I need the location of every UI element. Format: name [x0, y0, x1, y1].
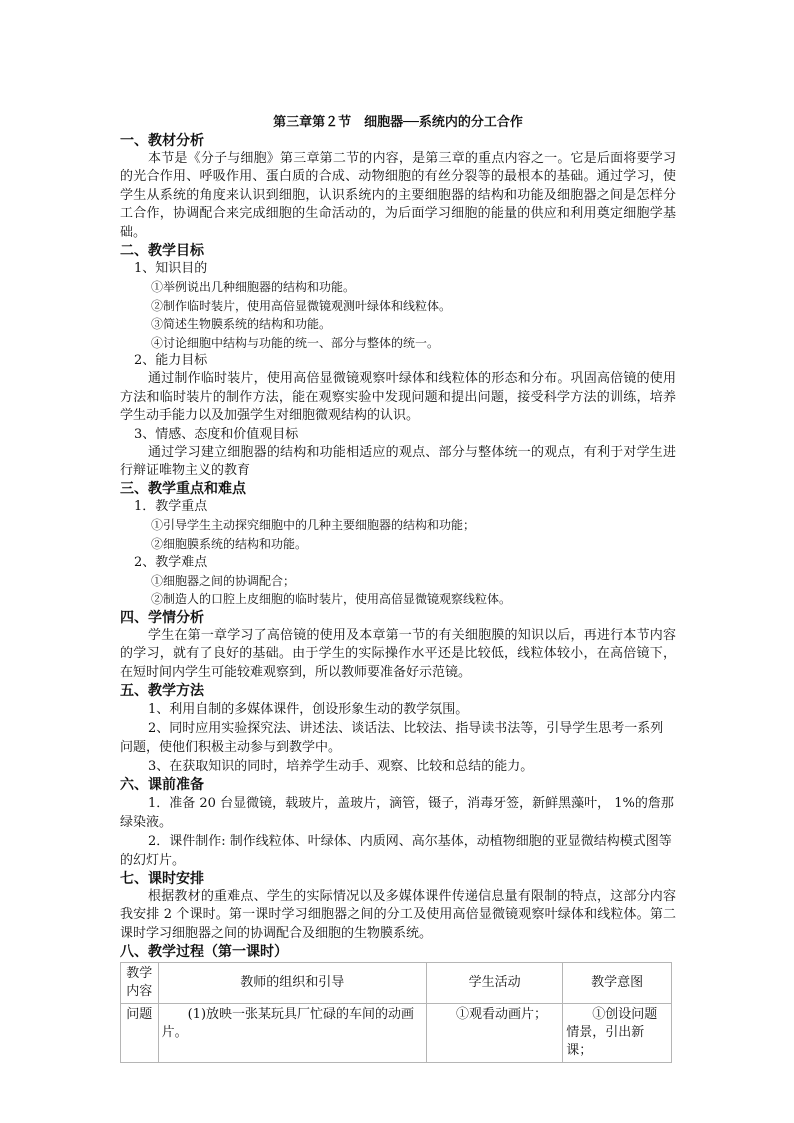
list-item: 1、利用自制的多媒体课件，创设形象生动的教学氛围。: [148, 702, 469, 718]
table-cell: 问题: [121, 1004, 159, 1063]
list-item: ④讨论细胞中结构与功能的统一、部分与整体的统一。: [151, 335, 440, 350]
subheading-ability-goals: 2、能力目标: [134, 353, 208, 369]
subheading-difficulties: 2、教学难点: [134, 554, 208, 570]
subheading-knowledge-goals: 1、知识目的: [134, 261, 208, 277]
section-1-text: 本节是《分子与细胞》第三章第二节的内容，是第三章的重点内容之一。它是后面将要学习的光合作用、呼吸作用、蛋白质的合成、动物细胞的有丝分裂等的最根本的基础。通过学习，使学生从系统的角度来认识到细胞，认识系统内的主要细胞器的结构和功能及细胞器之间是怎样分工合作，协调配合来完成细胞的生命活动的，为后面学习细胞的能量的供应和利用奠定细胞学基础。: [120, 151, 676, 240]
section-heading-4: 四、学情分析: [120, 609, 204, 626]
list-item: 2．课件制作: 制作线粒体、叶绿体、内质网、高尔基体，动植物细胞的亚显微结构模式图等的幻灯片。: [120, 834, 672, 869]
section-heading-7: 七、课时安排: [120, 871, 204, 888]
list-item: 1．准备 20 台显微镜，载玻片，盖玻片，滴管，镊子，消毒牙签，新鲜黑藻叶， 1%的詹那绿染液。: [120, 796, 674, 831]
section-heading-5: 五、教学方法: [120, 683, 204, 700]
table-cell: ①观看动画片；: [426, 1004, 562, 1063]
column-header: 教师的组织和引导: [158, 963, 426, 1004]
column-header: 教学意图: [563, 963, 672, 1004]
section-heading-8: 八、教学过程（第一课时）: [120, 944, 288, 961]
list-item: ②细胞膜系统的结构和功能。: [151, 537, 308, 552]
ability-goals-text: 通过制作临时装片，使用高倍显微镜观察叶绿体和线粒体的形态和分布。巩固高倍镜的使用方法和临时装片的制作方法，能在观察实验中发现问题和提出问题，接受科学方法的训练，培养学生动手能力以及加强学生对细胞微观结构的认识。: [120, 371, 676, 424]
list-item: ①引导学生主动探究细胞中的几种主要细胞器的结构和功能；: [151, 518, 476, 533]
list-item: ①细胞器之间的协调配合；: [151, 573, 296, 588]
section-heading-3: 三、教学重点和难点: [120, 481, 246, 498]
table-header-row: [121, 963, 672, 1004]
section-7-text: 根据教材的重难点、学生的实际情况以及多媒体课件传递信息量有限制的特点，这部分内容我安排 2 个课时。第一课时学习细胞器之间的分工及使用高倍显微镜观察叶绿体和线粒体。第二课时学习细胞器之间的协调配合及细胞的生物膜系统。: [120, 889, 676, 941]
table-cell: ①创设问题情景，引出新课；: [563, 1004, 672, 1063]
section-4-text: 学生在第一章学习了高倍镜的使用及本章第一节的有关细胞膜的知识以后，再进行本节内容的学习，就有了良好的基础。由于学生的实际操作水平还是比较低，线粒体较小，在高倍镜下，在短时间内学生可能较难观察到，所以教师要准备好示范镜。: [120, 627, 676, 680]
document-title: 第三章第２节 细胞器──系统内的分工合作: [273, 115, 523, 130]
column-header: 学生活动: [426, 963, 562, 1004]
section-heading-6: 六、课前准备: [120, 777, 204, 794]
list-item: ①举例说出几种细胞器的结构和功能。: [151, 280, 356, 295]
list-item: 2、同时应用实验探究法、讲述法、谈话法、比较法、指导读书法等，引导学生思考一系列问题，使他们积极主动参与到教学中。: [120, 721, 664, 756]
subheading-key-points: 1．教学重点: [134, 499, 208, 515]
section-heading-2: 二、教学目标: [120, 243, 204, 260]
list-item: ②制造人的口腔上皮细胞的临时装片，使用高倍显微镜观察线粒体。: [151, 592, 512, 607]
table-row: [121, 1004, 672, 1063]
table-cell: (1)放映一张某玩具厂忙碌的车间的动画片。: [158, 1004, 426, 1063]
list-item: ②制作临时装片，使用高倍显微镜观测叶绿体和线粒体。: [151, 298, 452, 313]
list-item: 3、在获取知识的同时，培养学生动手、观察、比较和总结的能力。: [148, 759, 534, 775]
list-item: ③简述生物膜系统的结构和功能。: [151, 317, 332, 332]
section-heading-1: 一、教材分析: [120, 133, 204, 149]
document-page: [120, 114, 676, 1063]
column-header: 教学内容: [121, 963, 159, 1004]
attitude-goals-text: 通过学习建立细胞器的结构和功能相适应的观点、部分与整体统一的观点，有利于对学生进行辩证唯物主义的教育: [120, 444, 676, 479]
teaching-process-table: [120, 962, 672, 1063]
subheading-attitude-goals: 3、情感、态度和价值观目标: [134, 426, 299, 442]
